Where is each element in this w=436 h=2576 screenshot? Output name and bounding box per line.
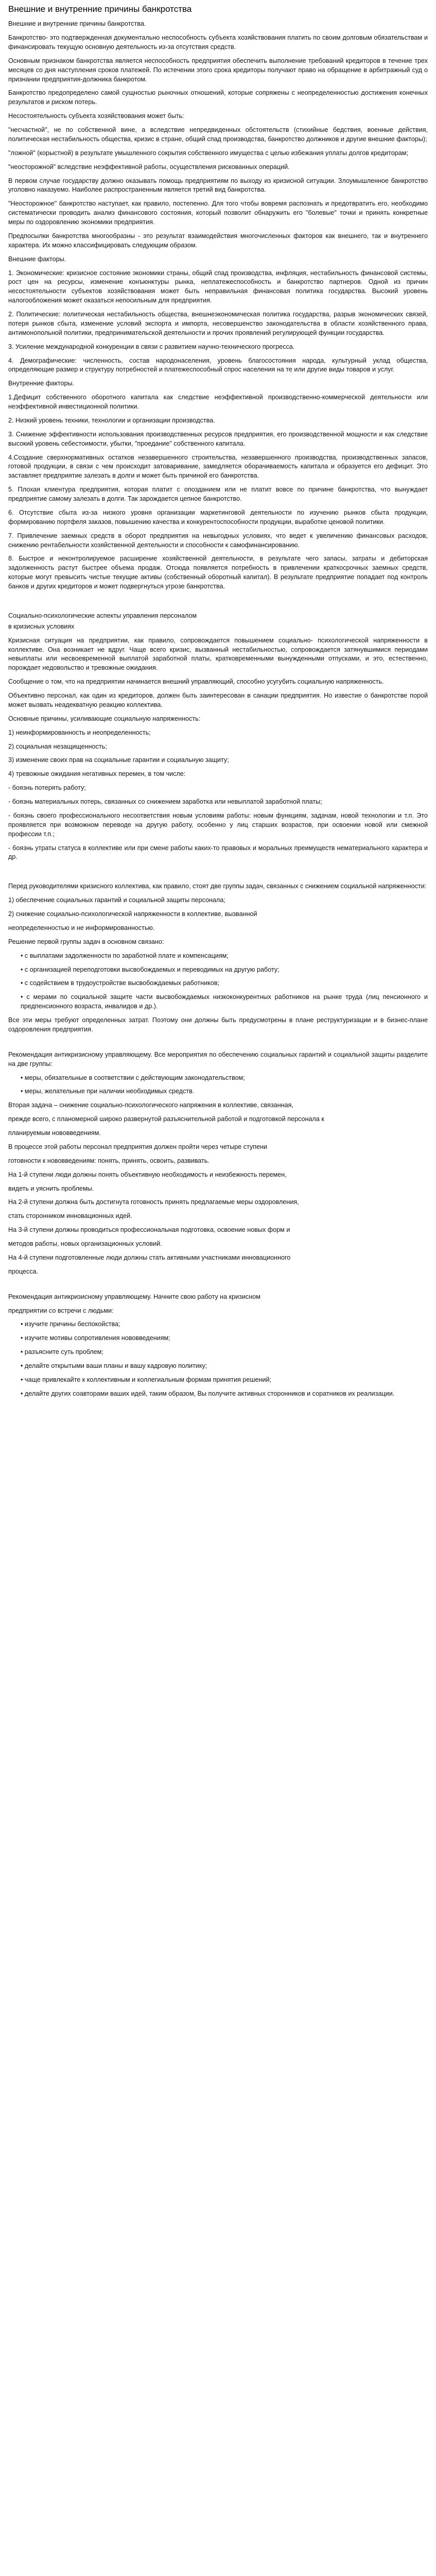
paragraph: 6. Отсутствие сбыта из-за низкого уровня организации маркетинговой деятельности по изучению рынков сбыта продукции, формированию портфеля заказов, повышению качества и конкурентоспособности продукции, выработке ценовой политики.: [8, 509, 428, 526]
list-item: - боязнь материальных потерь, связанных со снижением заработка или невыплатой заработной платы;: [8, 798, 322, 805]
bullet-item: • меры, обязательные в соответствии с действующим законодательством;: [21, 1074, 245, 1081]
paragraph: 1.Дефицит собственного оборотного капитала как следствие неэффективной производственно-коммерческой деятельности или неэффективной инвестиционной политики.: [8, 394, 428, 410]
bullet-item: • изучите причины беспокойства;: [21, 1320, 120, 1328]
paragraph: методов работы, новых организационных условий.: [8, 1240, 162, 1247]
paragraph: В первом случае государству должно оказывать помощь предприятиям по выходу из кризисной ситуации. Злоумышленное банкротство уголовно наказуемо. Наиболее распространенным является третий вид банкротства.: [8, 177, 428, 194]
bullet-item: • разъясните суть проблем;: [21, 1348, 103, 1356]
paragraph: На 1-й ступени люди должны понять объективную необходимость и неизбежность перемен,: [8, 1171, 287, 1178]
spacer: [8, 596, 428, 612]
paragraph: На 4-й ступени подготовленные люди должны стать активными участниками инновационного: [8, 1253, 291, 1261]
bullet-item: • чаще привлекайте к коллективным и коллегиальным формам принятия решений;: [21, 1376, 272, 1383]
paragraph: Сообщение о том, что на предприятии начинается внешний управляющий, способно усугубить социальную напряженность.: [8, 678, 384, 686]
list-item: 3) изменение своих прав на социальные гарантии и социальную защиту;: [8, 756, 229, 764]
paragraph: "неосторожной" вследствие неэффективной работы, осуществления рискованных операций.: [8, 163, 290, 171]
paragraph: Рекомендация антикризисному управляющему. Начните свою работу на кризисном: [8, 1293, 260, 1300]
spacer: [8, 867, 428, 882]
list-item: - боязнь потерять работу;: [8, 784, 86, 792]
paragraph: Рекомендация антикризисному управляющему. Все мероприятия по обеспечению социальных гарантий и социальной защиты разделите на две группы:: [8, 1050, 428, 1067]
paragraph: Все эти меры требуют определенных затрат. Поэтому они должны быть предусмотрены в плане реструктуризации и в бизнес-плане оздоровления предприятия.: [8, 1016, 428, 1033]
paragraph: готовности к нововведениям: понять, принять, освоить, развивать.: [8, 1157, 210, 1164]
paragraph: Перед руководителями кризисного коллектива, как правило, стоят две группы задач, связанных с снижением социальной напряженности:: [8, 883, 427, 890]
paragraph: процесса.: [8, 1267, 39, 1275]
bullet-item: • делайте открытыми ваши планы и вашу кадровую политику;: [21, 1362, 207, 1369]
paragraph: "Неосторожное" банкротство наступает, как правило, постепенно. Для того чтобы вовремя распознать и предотвратить его, необходимо систематически проводить анализ финансового состояния, который позволит обнаружить его "болевые" точки и принять конкретные меры по оздоровлению экономики предприятия.: [8, 200, 428, 226]
paragraph: неопределенностью и не информированностью.: [8, 924, 155, 931]
paragraph: Объективно персонал, как один из кредиторов, должен быть заинтересован в санации предприятия. Но известие о банкротстве порой может вызвать неадекватную реакцию коллектива.: [8, 692, 428, 708]
paragraph: видеть и уяснить проблемы.: [8, 1184, 94, 1192]
list-item: 2) снижение социально-психологической напряженности в коллективе, вызванной: [8, 910, 257, 918]
list-item: - боязнь своего профессионального несоответствия новым условиям работы: новым функциям, задачам, новой технологии и т.п. Это проявляется при возможном переводе на другую работу, особенно у лиц старших возрастов, при освоении новой или смежной профессии т.п.;: [8, 811, 428, 838]
list-item: 1) обеспечение социальных гарантий и социальной защиты персонала;: [8, 896, 225, 904]
paragraph: Основным признаком банкротства является неспособность предприятия обеспечить выполнение требований кредиторов в течение трех месяцев со дня наступления сроков платежей. По истечении этого срока кредиторы получают право на обращение в арбитражный суд о признании предприятия-должника банкротом.: [8, 57, 428, 83]
paragraph: планируемым нововведениям.: [8, 1129, 101, 1137]
bullet-item: • с мерами по социальной защите части высвобождаемых низкоконкурентных работников на рынке труда (лиц пенсионного и предпенсионного возраста, инвалидов и др.).: [21, 993, 428, 1010]
paragraph: В процессе этой работы персонал предприятия должен пройти через четыре ступени: [8, 1143, 268, 1150]
paragraph: стать сторонником инновационных идей.: [8, 1212, 132, 1220]
bullet-item: • с содействием в трудоустройстве высвобождаемых работников;: [21, 979, 220, 987]
paragraph: 8. Быстрое и неконтролируемое расширение хозяйственной деятельности, в результате чего запасы, затраты и дебиторская задолженность растут быстрее объема продаж. Отсюда появляется потребность в привлечении краткосрочных заемных средств, которые могут превысить чистые текущие активы (собственный оборотный капитал). В результате предприятие попадает под контроль банков и других кредиторов и может подвергнуться угрозе банкротства.: [8, 555, 428, 590]
paragraph: предприятии со встречи с людьми:: [8, 1307, 114, 1314]
paragraph: 4. Демографические: численность, состав народонаселения, уровень благосостояния народа, культурный уклад общества, определяющие размер и структуру потребностей и платежеспособный спрос населения на те или другие виды товаров и услуг.: [8, 357, 428, 374]
subheading-external-factors: Внешние факторы.: [8, 255, 66, 263]
paragraph: На 2-й ступени должна быть достигнута готовность принять предлагаемые меры оздоровления,: [8, 1198, 299, 1206]
paragraph: 2. Низкий уровень техники, технологии и организации производства.: [8, 416, 215, 424]
section-recommendation-1: [8, 1050, 428, 1277]
spacer: [8, 1281, 428, 1293]
list-item: 4) тревожные ожидания негативных перемен, в том числе:: [8, 770, 186, 778]
section-bankruptcy-causes: [8, 20, 428, 591]
paragraph: 1. Экономические: кризисное состояние экономики страны, общий спад производства, инфляция, нестабильность финансовой системы, рост цен на ресурсы, изменение конъюнктуры рынка, неплатежеспособность и банкротство партнеров. Одной из причин несостоятельности субъектов хозяйствования может быть неправильная финансовая политика государства. Высокий уровень налогообложения может оказаться непосильным для предприятия.: [8, 269, 428, 304]
bullet-item: • меры, желательные при наличии необходимых средств.: [21, 1088, 195, 1095]
paragraph: Банкротство- это подтвержденная документально неспособность субъекта хозяйствования платить по своим долговым обязательствам и финансировать текущую основную деятельность из-за отсутствия средств.: [8, 34, 428, 50]
paragraph: Предпосылки банкротства многообразны - это результат взаимодействия многочисленных факторов как внешнего, так и внутреннего характера. Их можно классифицировать следующим образом.: [8, 232, 428, 249]
paragraph: прежде всего, с планомерной широко развернутой разъяснительной работой и подготовкой персонала к: [8, 1115, 324, 1123]
bullet-item: • с организацией переподготовки высвобождаемых и переводимых на другую работу;: [21, 965, 280, 973]
subheading-internal-factors: Внутренние факторы.: [8, 380, 75, 387]
spacer: [8, 1039, 428, 1050]
paragraph: 2. Политические: политическая нестабильность общества, внешнеэкономическая политика государства, разрыв экономических связей, потеря рынков сбыта, изменение условий экспорта и импорта, несовершенство законодательства в области хозяйственного права, антимонопольной политики, предпринимательской деятельности и прочих проявлений регулирующей функции государства.: [8, 311, 428, 336]
list-item: 1) неинформированность и неопределенность;: [8, 728, 151, 736]
paragraph: "несчастной", не по собственной вине, а вследствие непредвиденных обстоятельств (стихийные бедствия, военные действия, политическая нестабильность общества, кризис в стране, общий спад производства, банкротство должников и другие внешние факторы);: [8, 126, 428, 143]
paragraph: Банкротство предопределено самой сущностью рыночных отношений, которые сопряжены с неопределенностью достижения конечных результатов и риском потерь.: [8, 89, 428, 106]
section-manager-tasks: [8, 882, 428, 1035]
list-item: 2) социальная незащищенность;: [8, 742, 107, 750]
paragraph: Вторая задача – снижение социально-психологического напряжения в коллективе, связанная,: [8, 1101, 293, 1109]
bullet-item: • изучите мотивы сопротивления нововведениям;: [21, 1334, 170, 1342]
paragraph: Решение первой группы задач в основном связано:: [8, 938, 164, 945]
paragraph: Внешние и внутренние причины банкротства.: [8, 20, 146, 28]
paragraph: 7. Привлечение заемных средств в оборот предприятия на невыгодных условиях, что ведет к увеличению финансовых расходов, снижению рентабельности хозяйственной деятельности и способности к самофинансированию.: [8, 532, 428, 549]
paragraph: Основные причины, усиливающие социальную напряженность:: [8, 715, 201, 722]
bullet-item: • с выплатами задолженности по заработной плате и компенсациям;: [21, 952, 229, 959]
paragraph: "ложной" (корыстной) в результате умышленного сокрытия собственного имущества с целью избежания уплаты долгов кредиторам;: [8, 149, 408, 157]
section-recommendation-2: [8, 1293, 428, 1399]
paragraph: 4.Создание сверхнормативных остатков незавершенного строительства, незавершенного производства, производственных запасов, готовой продукции, в связи с чем происходит затоваривание, замедляется оборачиваемость капитала и образуется его дефицит. Это заставляет предприятие залезать в долги и может быть причиной его банкротства.: [8, 453, 428, 480]
list-item: - боязнь утраты статуса в коллективе или при смене работы каких-то правовых и моральных преимуществ нематериального характера и др.: [8, 844, 428, 861]
section-subheading: в кризисных условиях: [8, 622, 75, 630]
document-title: Внешние и внутренние причины банкротства: [8, 4, 192, 14]
paragraph: Несостоятельность субъекта хозяйствования может быть:: [8, 112, 184, 120]
paragraph: 3. Усиление международной конкуренции в связи с развитием научно-технического прогресса.: [8, 343, 295, 350]
paragraph: 3. Снижение эффективности использования производственных ресурсов предприятия, его производственной мощности и как следствие высокий уровень себестоимости, убытки, "проедание" собственного капитала.: [8, 430, 428, 447]
paragraph: 5. Плохая клиентура предприятия, которая платит с опозданием или не платит вовсе по причине банкротства, что вынуждает предприятие самому залезать в долги. Так зарождается цепное банкротство.: [8, 486, 428, 502]
bullet-item: • делайте других соавторами ваших идей, таким образом, Вы получите активных сторонников и соратников их реализации.: [21, 1389, 395, 1397]
section-personnel-management: [8, 612, 428, 862]
paragraph: Кризисная ситуация на предприятии, как правило, сопровождается повышением социально- психологической напряженности в коллективе. Она возникает не вдруг. Чаще всего кризис, вызванный нестабильностью, сопровождается затянувшимися периодами невыплаты или несвоевременной выплатой заработной платы, кратковременными вынужденными отпусками, и это, естественно, порождает недовольство и тревожные ожидания.: [8, 636, 428, 672]
section-heading: Социально-психологические аспекты управления персоналом: [8, 612, 197, 619]
paragraph: На 3-й ступени должны проводиться профессиональная подготовка, освоение новых форм и: [8, 1226, 290, 1234]
